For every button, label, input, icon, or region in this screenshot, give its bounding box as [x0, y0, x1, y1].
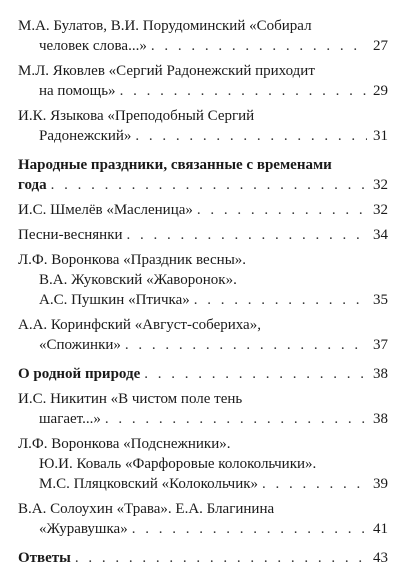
toc-line: [18, 290, 388, 310]
dot-leader: [51, 175, 367, 195]
toc-line: [18, 270, 388, 290]
page-number: 43: [373, 550, 388, 566]
toc-section-answers[interactable]: [18, 548, 388, 568]
toc-entry-title: человек слова...»: [39, 38, 147, 54]
toc-line: [18, 389, 388, 409]
toc-entry-title: Ю.И. Коваль «Фарфоровые колокольчики».: [39, 456, 317, 472]
toc-entry-title: на помощь»: [39, 83, 116, 99]
dot-leader: [194, 290, 367, 310]
toc-line: [18, 155, 388, 175]
toc-entry-yakovlev[interactable]: [18, 61, 388, 101]
toc-entry-title: А.С. Пушкин «Птичка»: [39, 292, 190, 308]
toc-entry-title: Песни-веснянки: [18, 227, 123, 243]
toc-entry-title: В.А. Солоухин «Трава». Е.А. Благинина: [18, 501, 275, 517]
toc-line: [18, 315, 388, 335]
toc-line: [18, 454, 388, 474]
toc-section-title: года: [18, 177, 47, 193]
toc-entry-soloukhin[interactable]: [18, 499, 388, 539]
toc-line: [18, 364, 388, 384]
page-number: 35: [373, 292, 388, 308]
toc-line: [18, 126, 388, 146]
toc-entry-title: «Журавушка»: [39, 521, 128, 537]
toc-line: [18, 16, 388, 36]
toc-line: [18, 106, 388, 126]
page-number: 38: [373, 366, 388, 382]
page-number: 32: [373, 202, 388, 218]
toc-entry-title: Л.Ф. Воронкова «Подснежники».: [18, 436, 231, 452]
toc-line: [18, 61, 388, 81]
toc-line: [18, 434, 388, 454]
toc-line: [18, 474, 388, 494]
toc-entry-title: «Спожинки»: [39, 337, 121, 353]
dot-leader: [105, 409, 367, 429]
dot-leader: [120, 81, 367, 101]
toc-entry-korinfsky[interactable]: [18, 315, 388, 355]
toc-entry-title: шагает...»: [39, 411, 101, 427]
toc-entry-yazykova[interactable]: [18, 106, 388, 146]
toc-section-folk-holidays[interactable]: [18, 155, 388, 195]
toc-entry-title: И.К. Языкова «Преподобный Сергий: [18, 108, 255, 124]
toc-entry-nikitin[interactable]: [18, 389, 388, 429]
page-number: 37: [373, 337, 388, 353]
dot-leader: [127, 225, 367, 245]
toc-line: [18, 519, 388, 539]
toc-entry-title: М.А. Булатов, В.И. Порудоминский «Собирал: [18, 18, 312, 34]
toc-entry-title: В.А. Жуковский «Жаворонок».: [39, 272, 237, 288]
dot-leader: [125, 335, 367, 355]
toc-section-title: Народные праздники, связанные с временами: [18, 157, 332, 173]
toc-section-native-nature[interactable]: [18, 364, 388, 384]
toc-entry-title: Л.Ф. Воронкова «Праздник весны».: [18, 252, 247, 268]
toc-line: [18, 200, 388, 220]
toc-entry-shmelev[interactable]: [18, 200, 388, 220]
dot-leader: [262, 474, 367, 494]
page-number: 39: [373, 476, 388, 492]
toc-line: [18, 250, 388, 270]
toc-line: [18, 409, 388, 429]
page-number: 38: [373, 411, 388, 427]
toc-entry-title: А.А. Коринфский «Август-собериха»,: [18, 317, 261, 333]
dot-leader: [197, 200, 367, 220]
dot-leader: [151, 36, 367, 56]
toc-entry-title: И.С. Шмелёв «Масленица»: [18, 202, 193, 218]
toc-entry-vesnyanki[interactable]: [18, 225, 388, 245]
page-number: 34: [373, 227, 388, 243]
toc-line: [18, 175, 388, 195]
page-number: 31: [373, 128, 388, 144]
dot-leader: [132, 519, 367, 539]
dot-leader: [75, 548, 367, 568]
toc-entry-title: И.С. Никитин «В чистом поле тень: [18, 391, 243, 407]
dot-leader: [135, 126, 367, 146]
page-number: 27: [373, 38, 388, 54]
toc-section-title: Ответы: [18, 550, 71, 566]
toc-line: [18, 499, 388, 519]
dot-leader: [144, 364, 367, 384]
toc-line: [18, 548, 388, 568]
page-number: 41: [373, 521, 388, 537]
toc-line: [18, 225, 388, 245]
toc-entry-title: Радонежский»: [39, 128, 132, 144]
toc-entry-bulatov[interactable]: [18, 16, 388, 56]
toc-entry-voronkova-snowdrops[interactable]: [18, 434, 388, 494]
toc-line: [18, 81, 388, 101]
page-number: 29: [373, 83, 388, 99]
toc-entry-title: М.С. Пляцковский «Колокольчик»: [39, 476, 259, 492]
toc-line: [18, 36, 388, 56]
toc-entry-voronkova-spring[interactable]: [18, 250, 388, 310]
page-number: 32: [373, 177, 388, 193]
toc-section-title: О родной природе: [18, 366, 141, 382]
toc-entry-title: М.Л. Яковлев «Сергий Радонежский приходит: [18, 63, 315, 79]
toc-line: [18, 335, 388, 355]
